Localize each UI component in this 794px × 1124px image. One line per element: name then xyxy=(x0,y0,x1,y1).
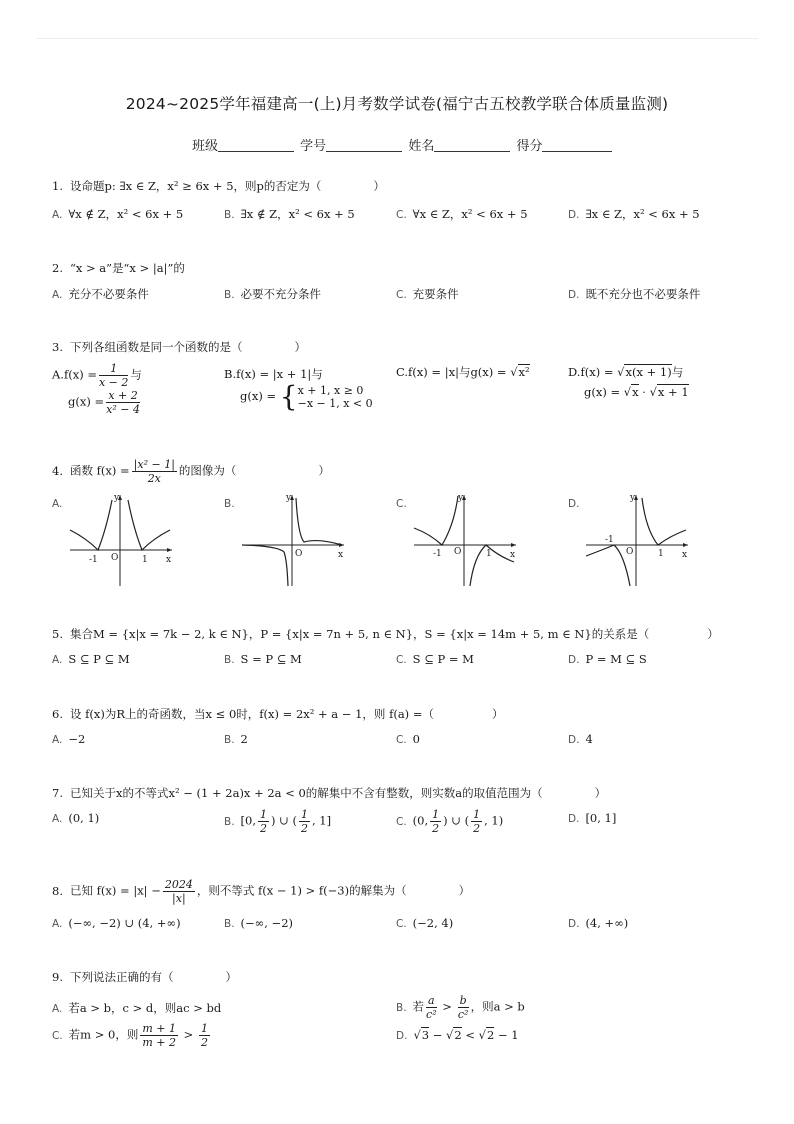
piecewise-brace: { xyxy=(279,380,298,413)
question-number: 2. xyxy=(52,261,63,275)
question-3: 3. 下列各组函数是同一个函数的是（ ） xyxy=(52,340,306,354)
q4-graph-c-label: C. xyxy=(396,498,407,510)
tick-label: 1 xyxy=(486,549,492,559)
question-number: 7. xyxy=(52,786,63,800)
x-axis-arrow xyxy=(511,543,516,547)
question-number: 9. xyxy=(52,970,63,984)
question-8: 8. 已知 f(x) = |x| − $\frac{2024}{|x|}$ ，则不等式 f(x − 1) > f(−3)的解集为（ ） xyxy=(52,878,471,905)
tick-label: -1 xyxy=(89,555,98,565)
q1-option-b[interactable]: B. ∃x ∉ Z，x² < 6x + 5 xyxy=(224,207,355,221)
question-text: 下列各组函数是同一个函数的是（ xyxy=(70,340,243,354)
score-label: 得分 xyxy=(516,139,543,154)
page-title: 2024~2025学年福建高一(上)月考数学试卷(福宁古五校教学联合体质量监测) xyxy=(125,95,669,113)
question-paren: ） xyxy=(373,179,385,193)
origin-label: O xyxy=(295,549,303,559)
id-blank xyxy=(326,138,402,152)
student-info-line xyxy=(192,135,614,154)
tick-label: 1 xyxy=(142,555,148,565)
q2-option-c[interactable]: C. 充要条件 xyxy=(396,287,459,301)
question-number: 6. xyxy=(52,707,63,721)
q3-option-d[interactable]: D.f(x) = √x(x + 1)与 g(x) = √x · √x + 1 xyxy=(568,365,689,399)
right-branch xyxy=(642,498,686,545)
question-7: 7. 已知关于x的不等式x² − (1 + 2a)x + 2a < 0的解集中不含有整数，则实数a的取值范围为（ ） xyxy=(52,786,607,800)
origin-label: O xyxy=(454,547,462,557)
q3-option-a[interactable]: A.f(x) = $\frac{1}{x - 2}$ 与 g(x) = $\frac{x + 2}{\text{x² − 4}}$ xyxy=(52,362,142,416)
question-text: “x > a”是“x > |a|”的 xyxy=(70,261,185,275)
q3-option-c[interactable]: C.f(x) = |x|与g(x) = √x² xyxy=(396,365,530,379)
left-branch xyxy=(242,545,288,586)
q9-option-c[interactable]: C. 若m > 0，则 $\frac{m + 1}{m + 2}$ > $\frac{1}{2}$ xyxy=(52,1022,208,1049)
q4-graph-b-label: B. xyxy=(224,498,235,510)
question-5: 5. 集合M = {x|x = 7k − 2, k ∈ N}，P = {x|x = 7n + 5, n ∈ N}，S = {x|x = 14m + 5, m ∈ N}的关系是（ ） xyxy=(52,627,719,641)
q1-option-a[interactable]: A. ∀x ∉ Z，x² < 6x + 5 xyxy=(52,207,184,221)
score-blank xyxy=(542,138,612,152)
y-axis-label: y xyxy=(114,493,120,503)
q6-option-c[interactable]: C. 0 xyxy=(396,732,420,746)
q7-option-c[interactable]: C. (0, $\frac{1}{2}$ ) ∪ ( $\frac{1}{2}$ , 1) xyxy=(396,808,504,835)
q5-option-d[interactable]: D. P = M ⊆ S xyxy=(568,652,647,666)
right-branch xyxy=(470,545,514,586)
q4-graph-d[interactable] xyxy=(582,490,694,590)
question-text: 已知关于x的不等式x² − (1 + 2a)x + 2a < 0的解集中不含有整数，则实数a的取值范围为（ xyxy=(70,786,543,800)
origin-label: O xyxy=(626,547,634,557)
tick-label: 1 xyxy=(658,549,664,559)
question-number: 8. xyxy=(52,883,63,898)
class-blank xyxy=(218,138,294,152)
q5-option-a[interactable]: A. S ⊆ P ⊆ M xyxy=(52,652,130,666)
question-number: 4. xyxy=(52,463,63,478)
q5-option-c[interactable]: C. S ⊆ P = M xyxy=(396,652,474,666)
question-number: 3. xyxy=(52,340,63,354)
q2-option-d[interactable]: D. 既不充分也不必要条件 xyxy=(568,287,701,301)
q7-option-b[interactable]: B. [0, $\frac{1}{2}$ ) ∪ ( $\frac{1}{2}$ , 1] xyxy=(224,808,332,835)
x-axis-arrow xyxy=(683,543,688,547)
y-axis-label: y xyxy=(286,493,292,503)
x-axis-label: x xyxy=(338,550,344,560)
question-number: 5. xyxy=(52,627,63,641)
question-6: 6. 设 f(x)为R上的奇函数，当x ≤ 0时，f(x) = 2x² + a − 1，则 f(a) =（ ） xyxy=(52,707,504,721)
question-1 xyxy=(52,178,385,194)
class-label: 班级 xyxy=(192,139,219,154)
question-number: 1. xyxy=(52,179,63,193)
y-axis-label: y xyxy=(630,493,636,503)
q7-option-a[interactable]: A. (0, 1) xyxy=(52,811,100,825)
q6-option-d[interactable]: D. 4 xyxy=(568,732,593,746)
question-text: 设命题p: ∃x ∈ Z，x² ≥ 6x + 5，则p的否定为（ xyxy=(70,179,322,193)
q4-graph-d-label: D. xyxy=(568,498,580,510)
origin-label: O xyxy=(111,553,119,563)
tick-label: -1 xyxy=(433,549,442,559)
q1-option-c[interactable]: C. ∀x ∈ Z，x² < 6x + 5 xyxy=(396,207,528,221)
q3-option-b[interactable]: B.f(x) = |x + 1|与 g(x) = { x + 1, x ≥ 0 −x − 1, x < 0 xyxy=(224,367,373,413)
question-4: 4. 函数 f(x) = $\frac{\text{|x² − 1|}}{2x}$ 的图像为（ ） xyxy=(52,458,330,485)
q1-option-d[interactable]: D. ∃x ∈ Z，x² < 6x + 5 xyxy=(568,207,700,221)
q8-option-d[interactable]: D. (4, +∞) xyxy=(568,916,629,930)
q6-option-a[interactable]: A. −2 xyxy=(52,732,86,746)
left-branch xyxy=(586,545,630,586)
q4-graph-a[interactable] xyxy=(66,490,178,590)
question-9: 9. 下列说法正确的有（ ） xyxy=(52,970,237,984)
q9-option-a[interactable]: A. 若a > b，c > d，则ac > bd xyxy=(52,1001,222,1015)
q8-option-c[interactable]: C. (−2, 4) xyxy=(396,916,454,930)
q4-graph-b[interactable] xyxy=(238,490,350,590)
top-divider xyxy=(36,38,758,39)
x-axis-label: x xyxy=(682,550,688,560)
q8-option-b[interactable]: B. (−∞, −2) xyxy=(224,916,293,930)
question-text: 集合M = {x|x = 7k − 2, k ∈ N}，P = {x|x = 7n + 5, n ∈ N}，S = {x|x = 14m + 5, m ∈ N}的关系是（ xyxy=(70,627,650,641)
question-2 xyxy=(52,260,185,276)
x-axis-arrow xyxy=(167,548,172,552)
question-text: 下列说法正确的有（ xyxy=(70,970,174,984)
q9-option-b[interactable]: B. 若 $\frac{a}{\text{c²}}$ > $\frac{b}{\text{c²}}$ ，则a > b xyxy=(396,994,525,1021)
id-label: 学号 xyxy=(300,139,327,154)
y-axis-label: y xyxy=(458,493,464,503)
q4-graph-c[interactable] xyxy=(410,490,522,590)
left-branch xyxy=(70,500,112,550)
left-branch xyxy=(414,496,458,545)
name-label: 姓名 xyxy=(408,139,435,154)
question-text: 设 f(x)为R上的奇函数，当x ≤ 0时，f(x) = 2x² + a − 1，则 f(a) =（ xyxy=(70,707,434,721)
q6-option-b[interactable]: B. 2 xyxy=(224,732,248,746)
q7-option-d[interactable]: D. [0, 1] xyxy=(568,811,617,825)
q2-option-a[interactable]: A. 充分不必要条件 xyxy=(52,287,149,301)
x-axis-label: x xyxy=(166,555,172,565)
x-axis-label: x xyxy=(510,550,516,560)
q5-option-b[interactable]: B. S = P ⊆ M xyxy=(224,652,302,666)
right-branch xyxy=(128,500,170,550)
q2-option-b[interactable]: B. 必要不充分条件 xyxy=(224,287,322,301)
q4-graph-a-label: A. xyxy=(52,498,63,510)
right-branch xyxy=(296,498,342,545)
q9-option-d[interactable]: D. √3 − √2 < √2 − 1 xyxy=(396,1028,519,1042)
q8-option-a[interactable]: A. (−∞, −2) ∪ (4, +∞) xyxy=(52,916,181,930)
name-blank xyxy=(434,138,510,152)
tick-label: -1 xyxy=(605,535,614,545)
